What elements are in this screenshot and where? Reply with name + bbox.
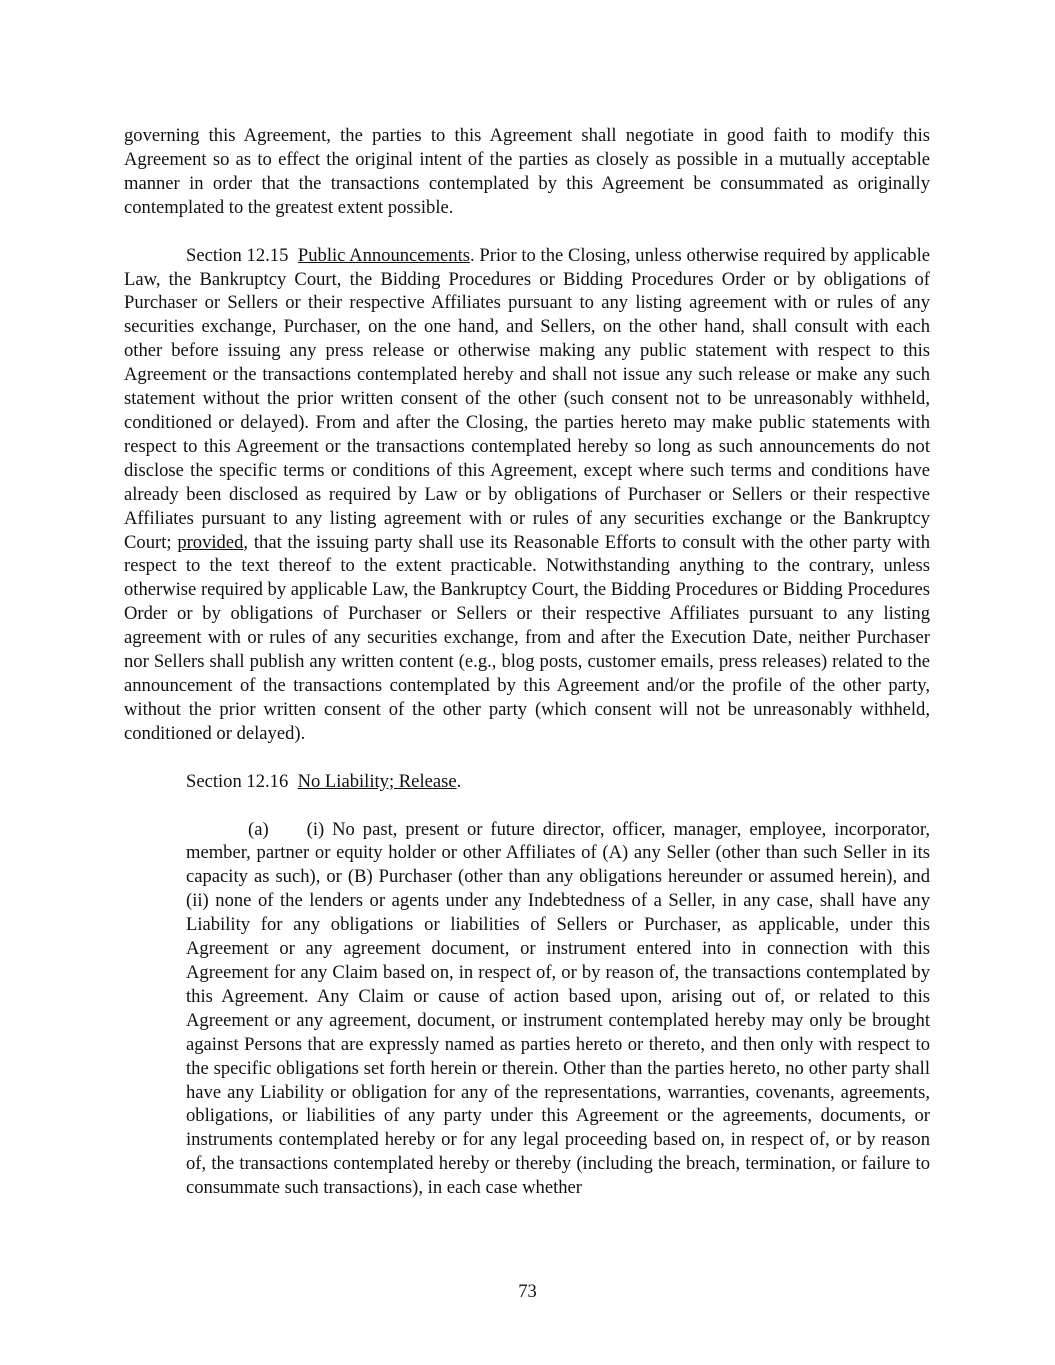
section-12-15-text-1: . Prior to the Closing, unless otherwise required by applicable Law, the Bankruptcy Court, the Bidding Procedures or Bidding Procedures Order or by obligations of Purchaser or Sellers or their respective Affiliates pursuant to any listing agreement with or rules of any securities exchange, Purchaser, on the one hand, and Sellers, on the other hand, shall consult with each other before issuing any press release or otherwise making any public statement with respect to this Agreement or the transactions contemplated hereby and shall not issue any such release or make any such statement without the prior written consent of the other (such consent not to be unreasonably withheld, conditioned or delayed). From and after the Closing, the parties hereto may make public statements with respect to this Agreement or the transactions contemplated hereby so long as such announcements do not disclose the specific terms or conditions of this Agreement, except where such terms and conditions have already been disclosed as required by Law or by obligations of Purchaser or Sellers or their respective Affiliates pursuant to any listing agreement with or rules of any securities exchange or the Bankruptcy Court; (124, 244, 931, 553)
section-12-15-title: Public Announcements (297, 244, 470, 266)
document-page (124, 124, 930, 1200)
section-12-16-title: No Liability; Release (297, 770, 457, 792)
section-12-15-text-2: , that the issuing party shall use its Reasonable Efforts to consult with the other party with respect to the text thereof to the extent practicable. Notwithstanding anything to the contrary, unless otherwise required by applicable Law, the Bankruptcy Court, the Bidding Procedures or Bidding Procedures Order or by obligations of Purchaser or Sellers or their respective Affiliates pursuant to any listing agreement with or rules of any securities exchange, from and after the Execution Date, neither Purchaser nor Sellers shall publish any written content (e.g., blog posts, customer emails, press releases) related to the announcement of the transactions contemplated by this Agreement and/or the profile of the other party, without the prior written consent of the other party (which consent will not be unreasonably withheld, conditioned or delayed). (124, 531, 931, 744)
clause-a-paragraph (186, 818, 930, 1201)
proviso-term: provided (177, 531, 244, 553)
continuation-paragraph: governing this Agreement, the parties to this Agreement shall negotiate in good faith to modify this Agreement so as to effect the original intent of the parties as closely as possible in a mutually acceptable manner in order that the transactions contemplated by this Agreement be consummated as originally contemplated to the greatest extent possible. (124, 125, 930, 218)
section-12-15-paragraph (124, 244, 930, 746)
clause-a-label: (a) (248, 818, 269, 840)
section-12-15-number: Section 12.15 (186, 244, 289, 266)
section-12-16-period: . (456, 770, 462, 792)
section-12-16-heading (124, 770, 930, 794)
section-12-16-number: Section 12.16 (186, 770, 289, 792)
page-number: 73 (518, 1281, 537, 1302)
clause-a-text: (i) No past, present or future director, officer, manager, employee, incorporator, member, partner or equity holder or other Affiliates of (A) any Seller (other than such Seller in its capacity as such), or (B) Purchaser (other than any obligations hereunder or assumed herein), and (ii) none of the lenders or agents under any Indebtedness of a Seller, in any case, shall have any Liability for any obligations or liabilities of Sellers or Purchaser, as applicable, under this Agreement or any agreement document, or instrument entered into in connection with this Agreement for any Claim based on, in respect of, or by reason of, the transactions contemplated by this Agreement. Any Claim or cause of action based upon, arising out of, or related to this Agreement or any agreement, document, or instrument contemplated hereby may only be brought against Persons that are expressly named as parties hereto or thereto, and then only with respect to the specific obligations set forth herein or therein. Other than the parties hereto, no other party shall have any Liability or obligation for any of the representations, warranties, covenants, agreements, obligations, or liabilities of any party under this Agreement or the agreements, documents, or instruments contemplated hereby or for any legal proceeding based on, in respect of, or by reason of, the transactions contemplated hereby or thereby (including the breach, termination, or failure to consummate such transactions), in each case whether (186, 818, 930, 1199)
